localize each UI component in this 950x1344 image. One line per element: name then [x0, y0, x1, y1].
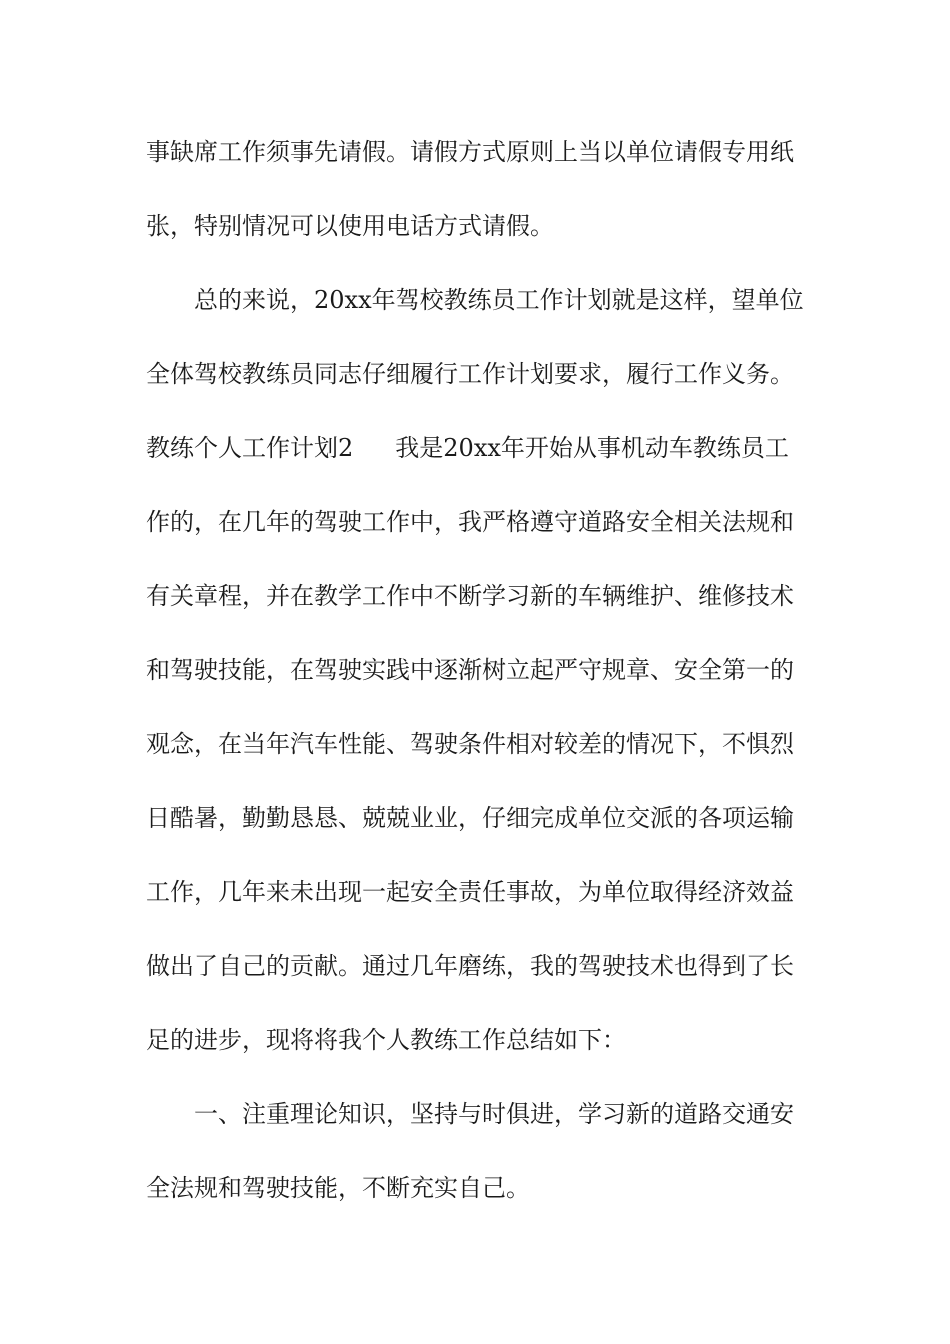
text-line: 做出了自己的贡献。通过几年磨练，我的驾驶技术也得到了长 [146, 952, 794, 980]
text-line: 和驾驶技能，在驾驶实践中逐渐树立起严守规章、安全第一的 [146, 656, 794, 684]
text-line: 有关章程，并在教学工作中不断学习新的车辆维护、维修技术 [146, 582, 794, 610]
text-line-heading [146, 422, 806, 496]
text-line: 事缺席工作须事先请假。请假方式原则上当以单位请假专用纸 [146, 138, 794, 166]
text-line: 总的来说，20xx年驾校教练员工作计划就是这样，望单位 [194, 286, 804, 314]
document-body [146, 126, 806, 1236]
text-line: 日酷暑，勤勤恳恳、兢兢业业，仔细完成单位交派的各项运输 [146, 804, 794, 832]
text-line: 工作，几年来未出现一起安全责任事故，为单位取得经济效益 [146, 878, 794, 906]
section-heading: 教练个人工作计划2 [146, 434, 354, 462]
text-line: 张，特别情况可以使用电话方式请假。 [146, 212, 554, 240]
text-line: 全体驾校教练员同志仔细履行工作计划要求，履行工作义务。 [146, 360, 794, 388]
text-line: 观念，在当年汽车性能、驾驶条件相对较差的情况下，不惧烈 [146, 730, 794, 758]
text-line: 足的进步，现将将我个人教练工作总结如下： [146, 1026, 626, 1054]
text-line: 一、注重理论知识，坚持与时俱进，学习新的道路交通安 [194, 1100, 794, 1128]
text-line: 全法规和驾驶技能，不断充实自己。 [146, 1174, 530, 1202]
paragraph-start: 我是20xx年开始从事机动车教练员工 [395, 434, 789, 462]
text-line: 作的，在几年的驾驶工作中，我严格遵守道路安全相关法规和 [146, 508, 794, 536]
